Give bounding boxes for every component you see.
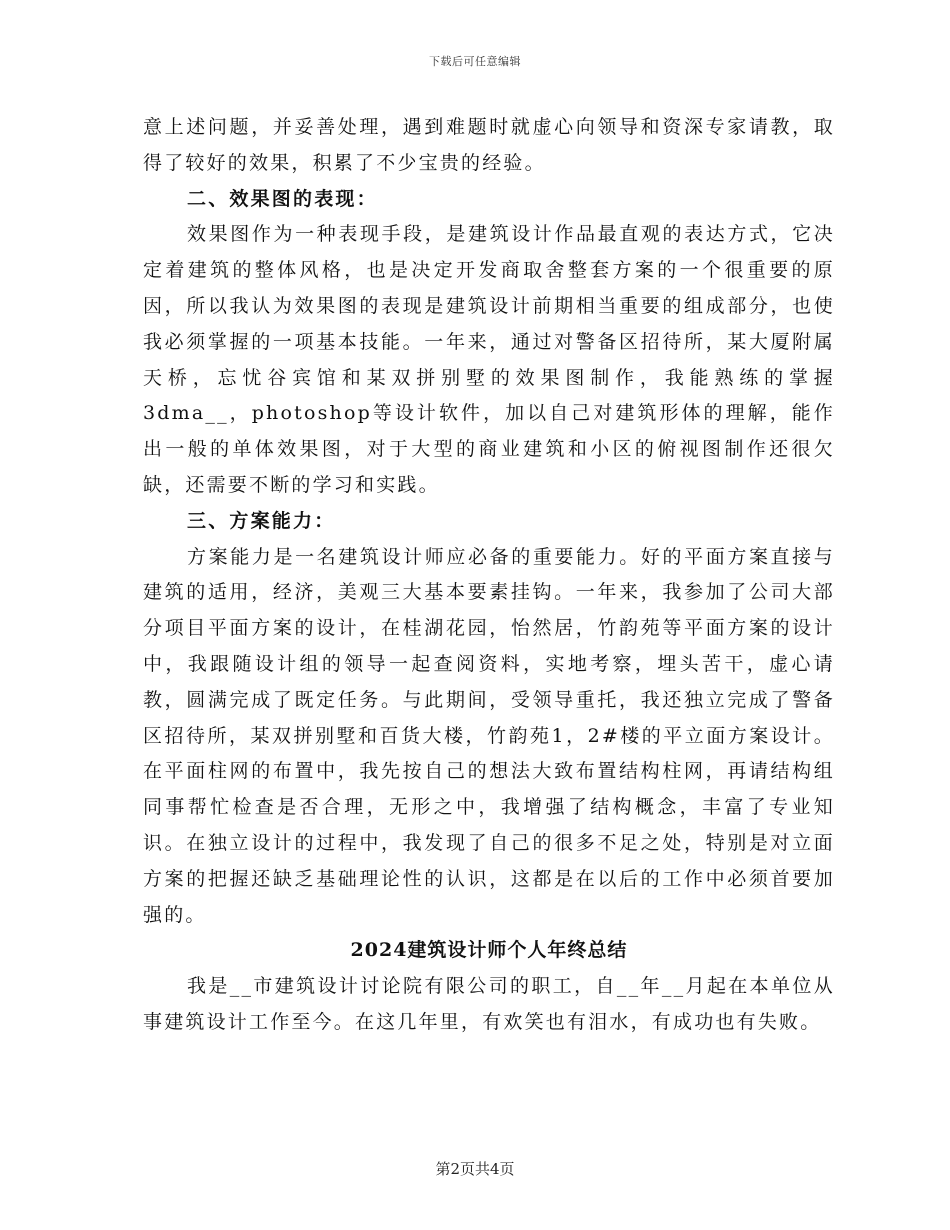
document-body	[143, 110, 835, 1041]
section-heading-scheme-ability: 三、方案能力：	[187, 509, 336, 532]
paragraph-scheme-ability: 方案能力是一名建筑设计师应必备的重要能力。好的平面方案直接与建筑的适用，经济，美观三大基本要素挂钩。一年来，我参加了公司大部分项目平面方案的设计，在桂湖花园，怡然居，竹韵苑等平面方案的设计中，我跟随设计组的领导一起查阅资料，实地考察，埋头苦干，虚心请教，圆满完成了既定任务。与此期间，受领导重托，我还独立完成了警备区招待所，某双拼别墅和百货大楼，竹韵苑1，2#楼的平立面方案设计。在平面柱网的布置中，我先按自己的想法大致布置结构柱网，再请结构组同事帮忙检查是否合理，无形之中，我增强了结构概念，丰富了专业知识。在独立设计的过程中，我发现了自己的很多不足之处，特别是对立面方案的把握还缺乏基础理论性的认识，这都是在以后的工作中必须首要加强的。	[143, 545, 835, 926]
paragraph-rendering: 效果图作为一种表现手段，是建筑设计作品最直观的表达方式，它决定着建筑的整体风格，也是决定开发商取舍整套方案的一个很重要的原因，所以我认为效果图的表现是建筑设计前期相当重要的组成部分，也使我必须掌握的一项基本技能。一年来，通过对警备区招待所，某大厦附属天桥，忘忧谷宾馆和某双拼别墅的效果图制作，我能熟练的掌握3dma__，photoshop等设计软件，加以自己对建筑形体的理解，能作出一般的单体效果图，对于大型的商业建筑和小区的俯视图制作还很欠缺，还需要不断的学习和实践。	[143, 223, 835, 496]
document-title: 2024建筑设计师个人年终总结	[350, 939, 628, 962]
paragraph-intro: 我是__市建筑设计讨论院有限公司的职工，自__年__月起在本单位从事建筑设计工作至今。在这几年里，有欢笑也有泪水，有成功也有失败。	[143, 975, 835, 1033]
page-header: 下载后可任意编辑	[429, 55, 521, 68]
section-heading-rendering: 二、效果图的表现：	[187, 187, 378, 210]
page-footer: 第2页共4页	[435, 1160, 515, 1178]
paragraph-continuation: 意上述问题，并妥善处理，遇到难题时就虚心向领导和资深专家请教，取得了较好的效果，积累了不少宝贵的经验。	[143, 116, 835, 174]
